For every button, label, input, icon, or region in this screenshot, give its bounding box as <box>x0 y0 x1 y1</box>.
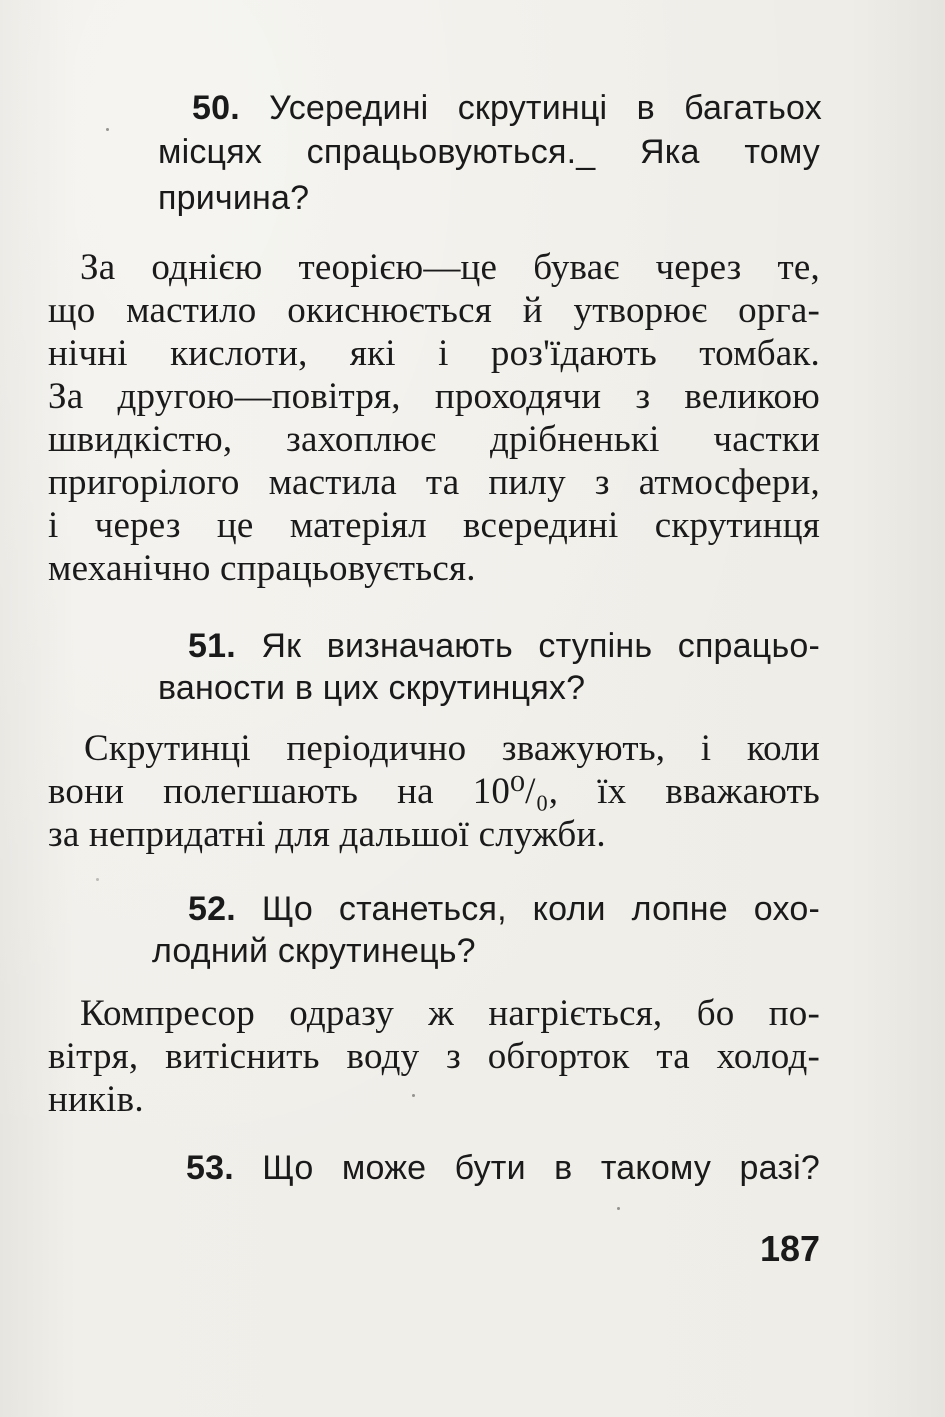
answer-50-line-5: швидкістю, захоплює дрібненькі частки <box>48 419 820 460</box>
question-50-line-2: місцях спрацьовуються._ Яка тому <box>158 133 820 171</box>
answer-52-line-1: Компресор одразу ж нагріється, бо по- <box>80 993 820 1034</box>
question-50-line-1 <box>192 86 822 130</box>
answer-51-line-3: за непридатні для дальшої служби. <box>48 814 606 855</box>
question-51-line-2: ваности в цих скрутинцях? <box>158 669 586 707</box>
question-53-number: 53. <box>186 1149 234 1187</box>
answer-51-line-1: Скрутинці періодично зважують, і коли <box>84 728 820 769</box>
paper-speck <box>106 128 109 131</box>
question-52-number: 52. <box>188 890 236 928</box>
answer-52-line-2: вітря, витіснить воду з обгорток та холод- <box>48 1036 820 1077</box>
answer-50-line-4: За другою—повітря, проходячи з великою <box>48 376 820 417</box>
paper-speck <box>617 1207 620 1210</box>
answer-50-line-2: що мастило окиснюється й утворює орга- <box>48 290 820 331</box>
question-52-line-1 <box>188 887 820 931</box>
paper-speck <box>96 878 99 881</box>
question-50-text-1: Усередині скрутинці в багатьох <box>269 89 822 127</box>
answer-50-line-7: і через це матеріял всередині скрутинця <box>48 505 820 546</box>
answer-52-line-3: ників. <box>48 1079 144 1120</box>
answer-50-line-1: За однією теорією—це буває через те, <box>80 247 820 288</box>
question-53-text-1: Що може бути в такому разі? <box>262 1149 820 1187</box>
answer-51-line-2: вони полегшають на 10⁰/₀, їх вважають <box>48 771 820 812</box>
question-51-text-1: Як визначають ступінь спрацьо- <box>261 627 820 665</box>
question-50-line-3: причина? <box>158 179 310 217</box>
question-51-number: 51. <box>188 627 236 665</box>
answer-50-line-8: механічно спрацьовується. <box>48 548 476 589</box>
question-50-number: 50. <box>192 89 240 127</box>
question-52-text-1: Що станеться, коли лопне охо- <box>261 890 820 928</box>
page-number: 187 <box>760 1228 821 1269</box>
paper-speck <box>412 1094 415 1097</box>
answer-50-line-6: пригорілого мастила та пилу з атмосфери, <box>48 462 820 503</box>
question-53-line-1 <box>186 1146 820 1190</box>
question-51-line-1 <box>188 624 820 668</box>
question-52-line-2: лодний скрутинець? <box>152 932 476 970</box>
answer-50-line-3: нічні кислоти, які і роз'їдають томбак. <box>48 333 820 374</box>
